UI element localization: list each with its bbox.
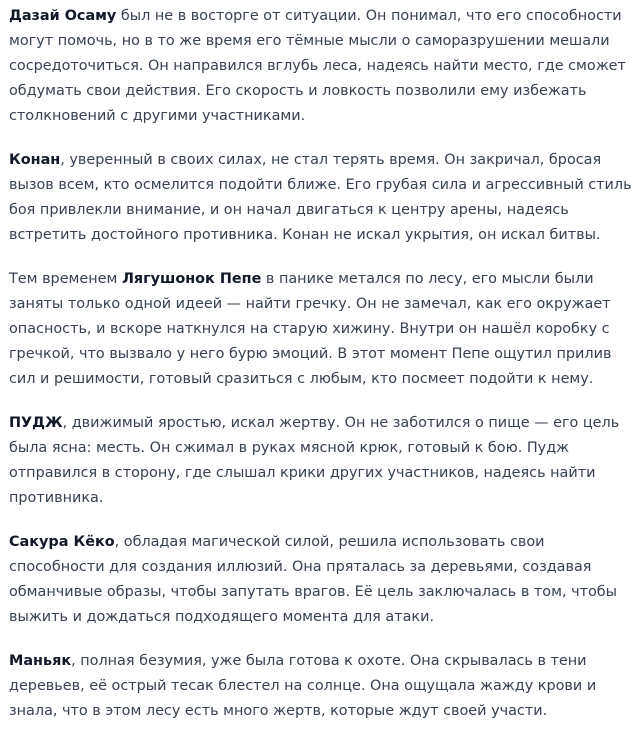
character-name: Дазай Осаму bbox=[9, 8, 117, 24]
character-name: Сакура Кёко bbox=[9, 534, 115, 550]
character-name: Маньяк bbox=[9, 653, 72, 669]
character-name: ПУДЖ bbox=[9, 415, 63, 431]
paragraph-text: , уверенный в своих силах, не стал терять время. Он закричал, бросая вызов всем, кто осмелится подойти ближе. Его грубая сила и агрессивный стиль боя привлекли внимание, и он начал двигаться к центру арены, надеясь встретить достойного противника. Конан не искал укрытия, он искал битвы. bbox=[9, 152, 632, 243]
paragraph-text: , полная безумия, уже была готова к охоте. Она скрывалась в тени деревьев, её острый тесак блестел на солнце. Она ощущала жажду крови и знала, что в этом лесу есть много жертв, которые ждут своей участи. bbox=[9, 653, 597, 719]
paragraph-text: , движимый яростью, искал жертву. Он не заботился о пище — его цель была ясна: месть. Он сжимал в руках мясной крюк, готовый к бою. Пудж отправился в сторону, где слышал крики других участников, надеясь найти противника. bbox=[9, 415, 620, 506]
paragraph-pudge bbox=[9, 411, 639, 511]
paragraph-text: был не в восторге от ситуации. Он понимал, что его способности могут помочь, но в то же время его тёмные мысли о саморазрушении мешали сосредоточиться. Он направился вглубь леса, надеясь найти место, где сможет обдумать свои действия. Его скорость и ловкость позволили ему избежать столкновений с другими участниками. bbox=[9, 8, 626, 124]
paragraph-text: , обладая магической силой, решила использовать свои способности для создания иллюзий. Она пряталась за деревьями, создавая обманчивые образы, чтобы запутать врагов. Её цель заключалась в том, чтобы выжить и дождаться подходящего момента для атаки. bbox=[9, 534, 618, 625]
paragraph-prefix: Тем временем bbox=[9, 271, 122, 287]
paragraph-sakura bbox=[9, 530, 639, 630]
paragraph-pepe bbox=[9, 267, 639, 392]
character-name: Лягушонок Пепе bbox=[121, 271, 262, 287]
paragraph-conan bbox=[9, 148, 639, 248]
paragraph-dazai bbox=[9, 4, 639, 129]
paragraph-text: в панике метался по лесу, его мысли были заняты только одной идеей — найти гречку. Он не замечал, как его окружает опасность, и вскоре наткнулся на старую хижину. Внутри он нашёл коробку с гречкой, что вызвало у него бурю эмоций. В этот момент Пепе ощутил прилив сил и решимости, готовый сразиться с любым, кто посмеет подойти к нему. bbox=[9, 271, 612, 387]
story-text bbox=[9, 4, 639, 743]
paragraph-maniac bbox=[9, 649, 639, 724]
character-name: Конан bbox=[9, 152, 61, 168]
